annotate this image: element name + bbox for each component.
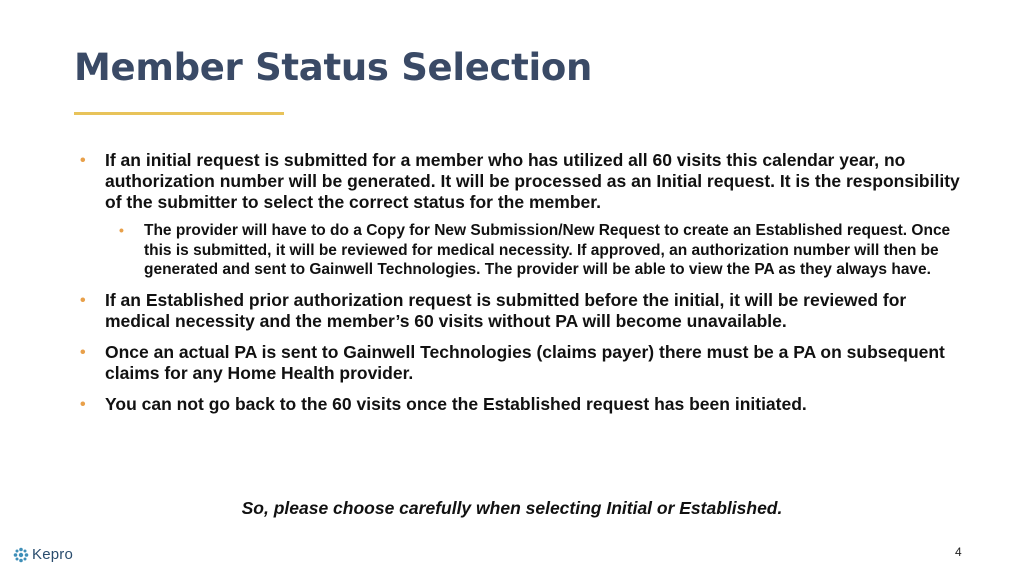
bullet-text-3: Once an actual PA is sent to Gainwell Technologies (claims payer) there must be a PA on subsequent claims for any Home Health provider.: [105, 341, 945, 383]
bullet-marker-icon: •: [80, 152, 86, 169]
bullet-marker-icon: •: [80, 343, 86, 361]
bullet-text-4: You can not go back to the 60 visits once the Established request has been initiated.: [105, 393, 807, 414]
bullet-marker-icon: •: [80, 395, 86, 413]
closing-note: So, please choose carefully when selecting Initial or Established.: [241, 498, 783, 518]
bullet-item-2: [80, 290, 960, 332]
bullet-item-1: [80, 150, 960, 280]
bullet-text-2: If an Established prior authorization request is submitted before the initial, it will be reviewed for medical necessity and the member’s 60 visits without PA will become unavailable.: [105, 289, 907, 331]
logo-text: Kepro: [32, 546, 74, 563]
bullet-item-4: [80, 394, 960, 415]
slide-title: Member Status Selection: [74, 46, 593, 89]
kepro-logo: [13, 546, 73, 563]
bullet-text-1: If an initial request is submitted for a member who has utilized all 60 visits this calendar year, no authorization number will be generated. It will be processed as an Initial request. It is the responsibility of the submitter to select the correct status for the member.: [105, 150, 960, 212]
title-underline: [74, 112, 284, 115]
page-number: 4: [955, 545, 962, 559]
sub-bullet-list: [105, 221, 960, 280]
sub-bullet-text-1: The provider will have to do a Copy for New Submission/New Request to create an Established request. Once this is submitted, it will be reviewed for medical necessity. If approved, an authorization number will then be generated and sent to Gainwell Technologies. The provider will be able to view the PA as they always have.: [144, 222, 951, 278]
bullet-marker-icon: •: [80, 291, 86, 309]
sub-bullet-marker-icon: •: [119, 222, 124, 238]
bullet-list: [80, 150, 960, 425]
sub-bullet-item-1: [105, 221, 960, 280]
bullet-item-3: [80, 342, 960, 384]
kepro-star-icon: [13, 547, 29, 563]
